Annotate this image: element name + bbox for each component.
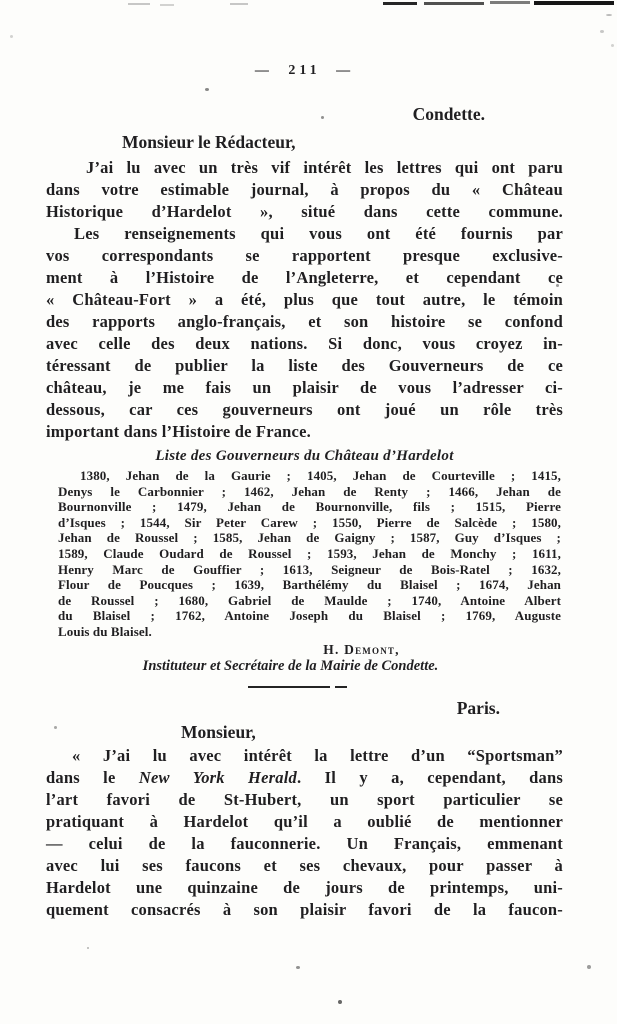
text-line: avec lui ses faucons et ses chevaux, pour passer à <box>46 855 563 875</box>
text-line: « Château-Fort » a été, plus que tout autre, le témoin <box>46 290 563 309</box>
text-line: ment à l’Histoire de l’Angleterre, et cependant ce <box>46 268 563 287</box>
page-number: — 211 — <box>254 63 355 78</box>
text-line: dessous, car ces gouverneurs ont joué un rôle très <box>46 400 563 419</box>
text-line: des rapports anglo-français, et son histoire se confond <box>46 312 563 331</box>
scan-speck <box>611 44 614 47</box>
list-line: 1380, Jehan de la Gaurie ; 1405, Jehan de Courteville ; 1415, <box>80 468 561 483</box>
text-line: pratiquant à Hardelot qu’il a oublié de mentionner <box>46 811 563 831</box>
list-line: Jehan de Roussel ; 1585, Jehan de Gaigny ; 1587, Guy d’Isques ; <box>58 530 561 546</box>
paragraph-sportsman <box>46 745 563 921</box>
text-run: . Il y a, cependant, dans <box>296 767 564 787</box>
text-line: « J’ai lu avec intérêt la lettre d’un “Sportsman” <box>72 745 563 765</box>
text-line <box>46 767 563 789</box>
list-line: Bournonville ; 1479, Jehan de Bournonville, fils ; 1515, Pierre <box>58 499 561 515</box>
list-line: d’Isques ; 1544, Sir Peter Carew ; 1550, Pierre de Salcède ; 1580, <box>58 514 561 530</box>
text-column <box>46 0 563 921</box>
text-line: — celui de la fauconnerie. Un Français, emmenant <box>46 833 563 853</box>
salutation-paris: Monsieur, <box>181 721 256 742</box>
list-line: du Blaisel ; 1762, Antoine Joseph du Blaisel ; 1769, Auguste <box>58 608 561 624</box>
text-line: vos correspondants se rapportent presque exclusive- <box>46 246 563 265</box>
dateline-paris: Paris. <box>456 697 500 718</box>
dateline-condette: Condette. <box>412 104 485 124</box>
text-line: Hardelot une quinzaine de jours de printemps, uni- <box>46 877 563 897</box>
scan-speck <box>338 1000 342 1004</box>
scan-speck <box>10 35 13 38</box>
governors-list-title: Liste des Gouverneurs du Château d’Hardelot <box>155 448 454 464</box>
signature-name: H. Demont, <box>323 641 400 657</box>
text-line: Historique d’Hardelot », situé dans cette commune. <box>46 202 563 221</box>
text-run: dans le <box>46 767 139 787</box>
paragraph-renseignements <box>46 223 563 443</box>
scan-speck <box>600 30 604 33</box>
list-line: Denys le Carbonnier ; 1462, Jehan de Renty ; 1466, Jehan de <box>58 483 561 499</box>
list-line: Flour de Poucques ; 1639, Barthélémy du Blaisel ; 1674, Jehan <box>58 577 561 593</box>
scan-speck <box>587 965 591 969</box>
divider-segment <box>248 686 330 688</box>
list-line: Henry Marc de Gouffier ; 1613, Seigneur de Bois-Ratel ; 1632, <box>58 561 561 577</box>
text-line: téressant de publier la liste des Gouverneurs de ce <box>46 356 563 375</box>
text-line: important dans l’Histoire de France. <box>46 422 311 441</box>
text-line: quement consacrés à son plaisir favori de la faucon- <box>46 899 563 919</box>
scan-speck <box>87 947 89 949</box>
text-line: l’art favori de St-Hubert, un sport particulier se <box>46 789 563 809</box>
divider-segment <box>335 686 347 688</box>
salutation-condette: Monsieur le Rédacteur, <box>122 132 296 152</box>
text-line: avec celle des deux nations. Si donc, vous croyez in- <box>46 334 563 353</box>
text-line: Les renseignements qui vous ont été fournis par <box>74 224 563 243</box>
governors-list <box>58 468 561 640</box>
text-line: J’ai lu avec un très vif intérêt les lettres qui ont paru <box>86 158 563 177</box>
scan-speck <box>606 14 612 16</box>
text-line: dans votre estimable journal, à propos du « Château <box>46 180 563 199</box>
scan-speck <box>296 966 300 969</box>
signature-role: Instituteur et Secrétaire de la Mairie de Condette. <box>142 657 439 674</box>
list-line: Louis du Blaisel. <box>58 623 152 639</box>
list-line: 1589, Claude Oudard de Roussel ; 1593, Jehan de Monchy ; 1611, <box>58 545 561 561</box>
newspaper-title: New York Herald <box>138 767 297 787</box>
text-line: château, je me fais un plaisir de vous l’adresser ci- <box>46 378 563 397</box>
section-divider <box>46 685 563 689</box>
list-line: de Roussel ; 1680, Gabriel de Maulde ; 1740, Antoine Albert <box>58 592 561 608</box>
paragraph-interest <box>46 157 563 223</box>
